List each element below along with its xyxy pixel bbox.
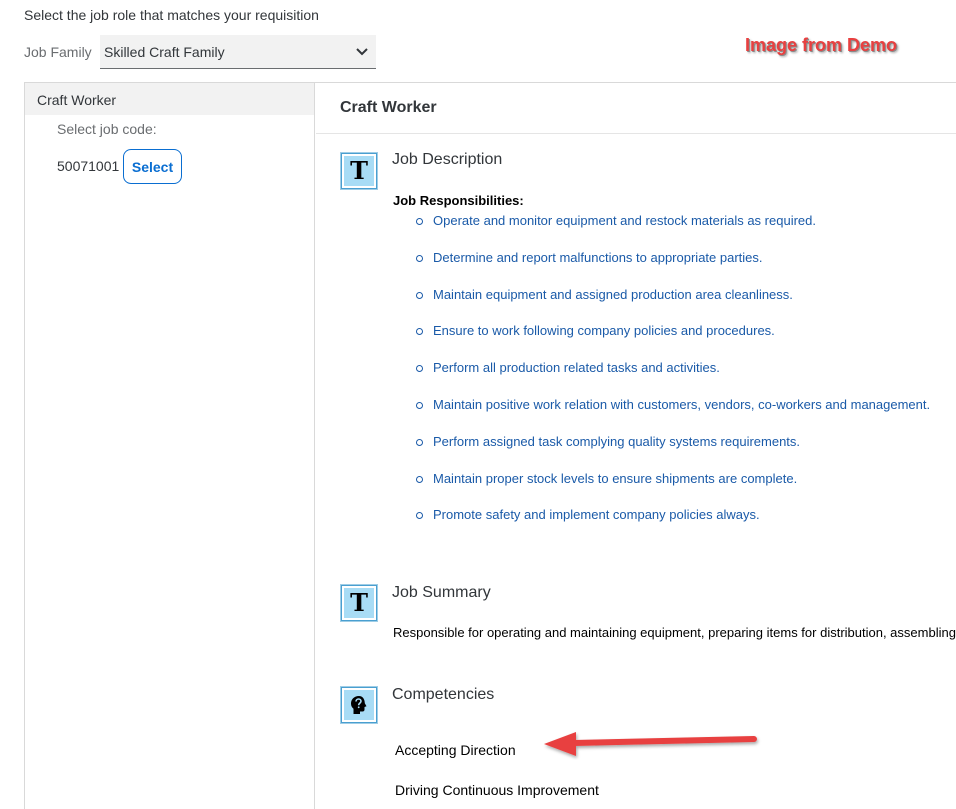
list-item: [416, 360, 930, 397]
select-job-code-button[interactable]: Select: [123, 149, 182, 184]
bullet-icon: [416, 292, 423, 299]
list-item: [416, 507, 930, 544]
responsibilities-list: [416, 213, 930, 544]
job-summary-title: Job Summary: [392, 584, 491, 601]
list-item-text: Perform assigned task complying quality systems requirements.: [433, 433, 801, 449]
instruction-text: Select the job role that matches your requisition: [24, 7, 319, 23]
list-item-text: Operate and monitor equipment and restock materials as required.: [433, 213, 816, 228]
competency-item[interactable]: Accepting Direction: [395, 742, 516, 758]
bullet-icon: [416, 218, 423, 225]
list-item: [416, 250, 930, 287]
bullet-icon: [416, 328, 423, 335]
bullet-icon: [416, 512, 423, 519]
list-item-text: Determine and report malfunctions to appropriate parties.: [433, 249, 763, 265]
job-code-value: 50071001: [57, 158, 120, 174]
list-item-text: Maintain equipment and assigned production area cleanliness.: [433, 286, 793, 302]
competencies-title: Competencies: [392, 686, 495, 703]
list-item: [416, 213, 930, 250]
chevron-down-icon: [356, 48, 368, 56]
text-section-icon: [341, 585, 377, 621]
job-role-list: [24, 83, 315, 809]
list-item-text: Maintain proper stock levels to ensure shipments are complete.: [433, 470, 798, 486]
list-item-text: Maintain positive work relation with customers, vendors, co-workers and management.: [433, 396, 931, 412]
list-item: [416, 323, 930, 360]
job-role-title: Craft Worker: [37, 92, 117, 108]
bullet-icon: [416, 255, 423, 262]
job-summary-text: Responsible for operating and maintaining equipment, preparing items for distribution, assembling: [393, 625, 956, 640]
competencies-section-icon: [341, 687, 377, 723]
list-item: [416, 397, 930, 434]
list-item: [416, 287, 930, 324]
list-item-text: Promote safety and implement company policies always.: [433, 507, 760, 523]
text-section-icon: [341, 153, 377, 189]
bullet-icon: [416, 365, 423, 372]
text-icon-letter: T: [350, 156, 368, 185]
job-code-label: Select job code:: [57, 121, 157, 137]
job-family-value: Skilled Craft Family: [104, 43, 225, 60]
job-family-label: Job Family: [24, 44, 92, 60]
detail-title: Craft Worker: [340, 99, 437, 116]
annotation-arrow-icon: [540, 728, 762, 760]
job-role-item-header[interactable]: [25, 83, 314, 115]
job-family-select[interactable]: [100, 35, 376, 69]
detail-divider: [316, 133, 956, 134]
bullet-icon: [416, 476, 423, 483]
list-item: [416, 434, 930, 471]
job-description-title: Job Description: [392, 151, 503, 168]
bullet-icon: [416, 402, 423, 409]
head-profile-icon: [349, 694, 369, 716]
list-item-text: Perform all production related tasks and activities.: [433, 360, 720, 376]
responsibilities-label: Job Responsibilities:: [393, 193, 524, 208]
list-item: [416, 471, 930, 508]
bullet-icon: [416, 439, 423, 446]
text-icon-letter: T: [350, 588, 368, 617]
demo-annotation: Image from Demo: [745, 35, 898, 55]
competency-item[interactable]: Driving Continuous Improvement: [395, 782, 599, 798]
list-item-text: Ensure to work following company policies and procedures.: [433, 323, 775, 339]
